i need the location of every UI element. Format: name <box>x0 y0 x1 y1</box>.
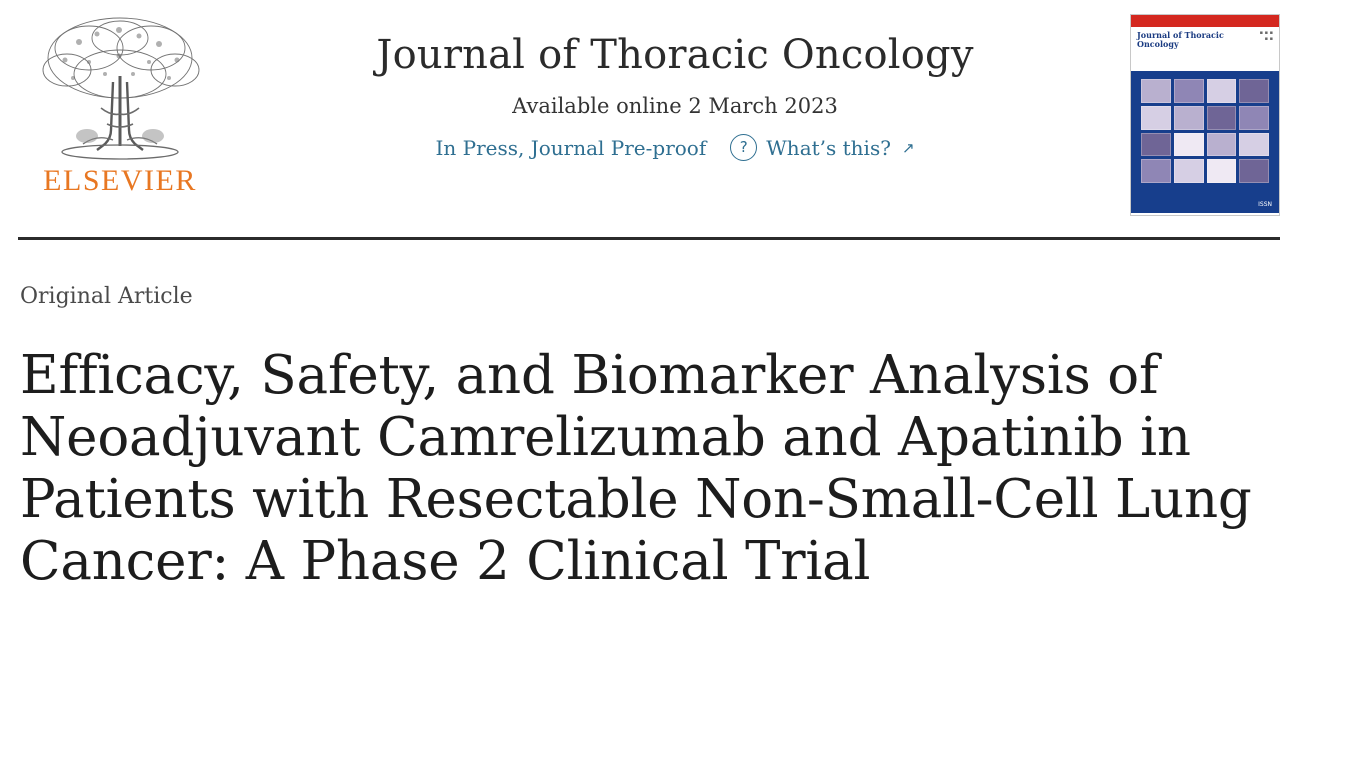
cover-artwork-cell <box>1141 133 1171 157</box>
journal-header <box>0 0 1350 222</box>
cover-top-bar <box>1131 15 1279 27</box>
cover-artwork-grid <box>1141 79 1269 183</box>
cover-artwork-cell <box>1207 106 1237 130</box>
cover-artwork-cell <box>1174 133 1204 157</box>
cover-artwork-cell <box>1174 159 1204 183</box>
journal-cover-thumbnail[interactable] <box>1130 14 1280 216</box>
cover-journal-name: Journal of Thoracic Oncology <box>1137 30 1224 50</box>
question-mark-icon: ? <box>730 134 757 161</box>
cover-artwork-cell <box>1239 159 1269 183</box>
article-header <box>0 222 1350 593</box>
external-link-arrow-icon: ↗ <box>901 138 915 157</box>
header-divider <box>18 237 1280 240</box>
journal-status-row <box>220 134 1130 161</box>
journal-info <box>220 8 1130 161</box>
cover-artwork-cell <box>1174 106 1204 130</box>
article-type-label: Original Article <box>20 284 193 309</box>
cover-artwork-cell <box>1239 79 1269 103</box>
journal-availability-date: Available online 2 March 2023 <box>512 94 838 118</box>
cover-artwork <box>1131 71 1279 213</box>
elsevier-tree-logo-icon <box>27 12 213 162</box>
whats-this-link[interactable] <box>730 134 914 161</box>
cover-artwork-cell <box>1141 79 1171 103</box>
cover-artwork-cell <box>1174 79 1204 103</box>
cover-artwork-cell <box>1141 159 1171 183</box>
whats-this-label: What’s this? <box>766 135 891 160</box>
cover-artwork-cell <box>1207 79 1237 103</box>
cover-masthead <box>1131 27 1279 71</box>
press-status-label: In Press, Journal Pre-proof <box>435 135 707 160</box>
publisher-name: ELSEVIER <box>43 164 197 197</box>
publisher-logo[interactable] <box>20 8 220 198</box>
cover-artwork-cell <box>1207 159 1237 183</box>
cover-footer-note: ISSN <box>1258 201 1272 208</box>
cover-artwork-cell <box>1207 133 1237 157</box>
journal-title: Journal of Thoracic Oncology <box>376 32 974 78</box>
cover-artwork-cell <box>1141 106 1171 130</box>
elsevier-mini-logo-icon: ▪ ▪ ▪ ▪ ▪ <box>1259 30 1273 42</box>
page-title: Efficacy, Safety, and Biomarker Analysis of Neoadjuvant Camrelizumab and Apatinib in Patients with Resectable Non-Small-Cell Lung Cancer: A Phase 2 Clinical Trial <box>20 344 1252 592</box>
cover-artwork-cell <box>1239 106 1269 130</box>
cover-artwork-cell <box>1239 133 1269 157</box>
